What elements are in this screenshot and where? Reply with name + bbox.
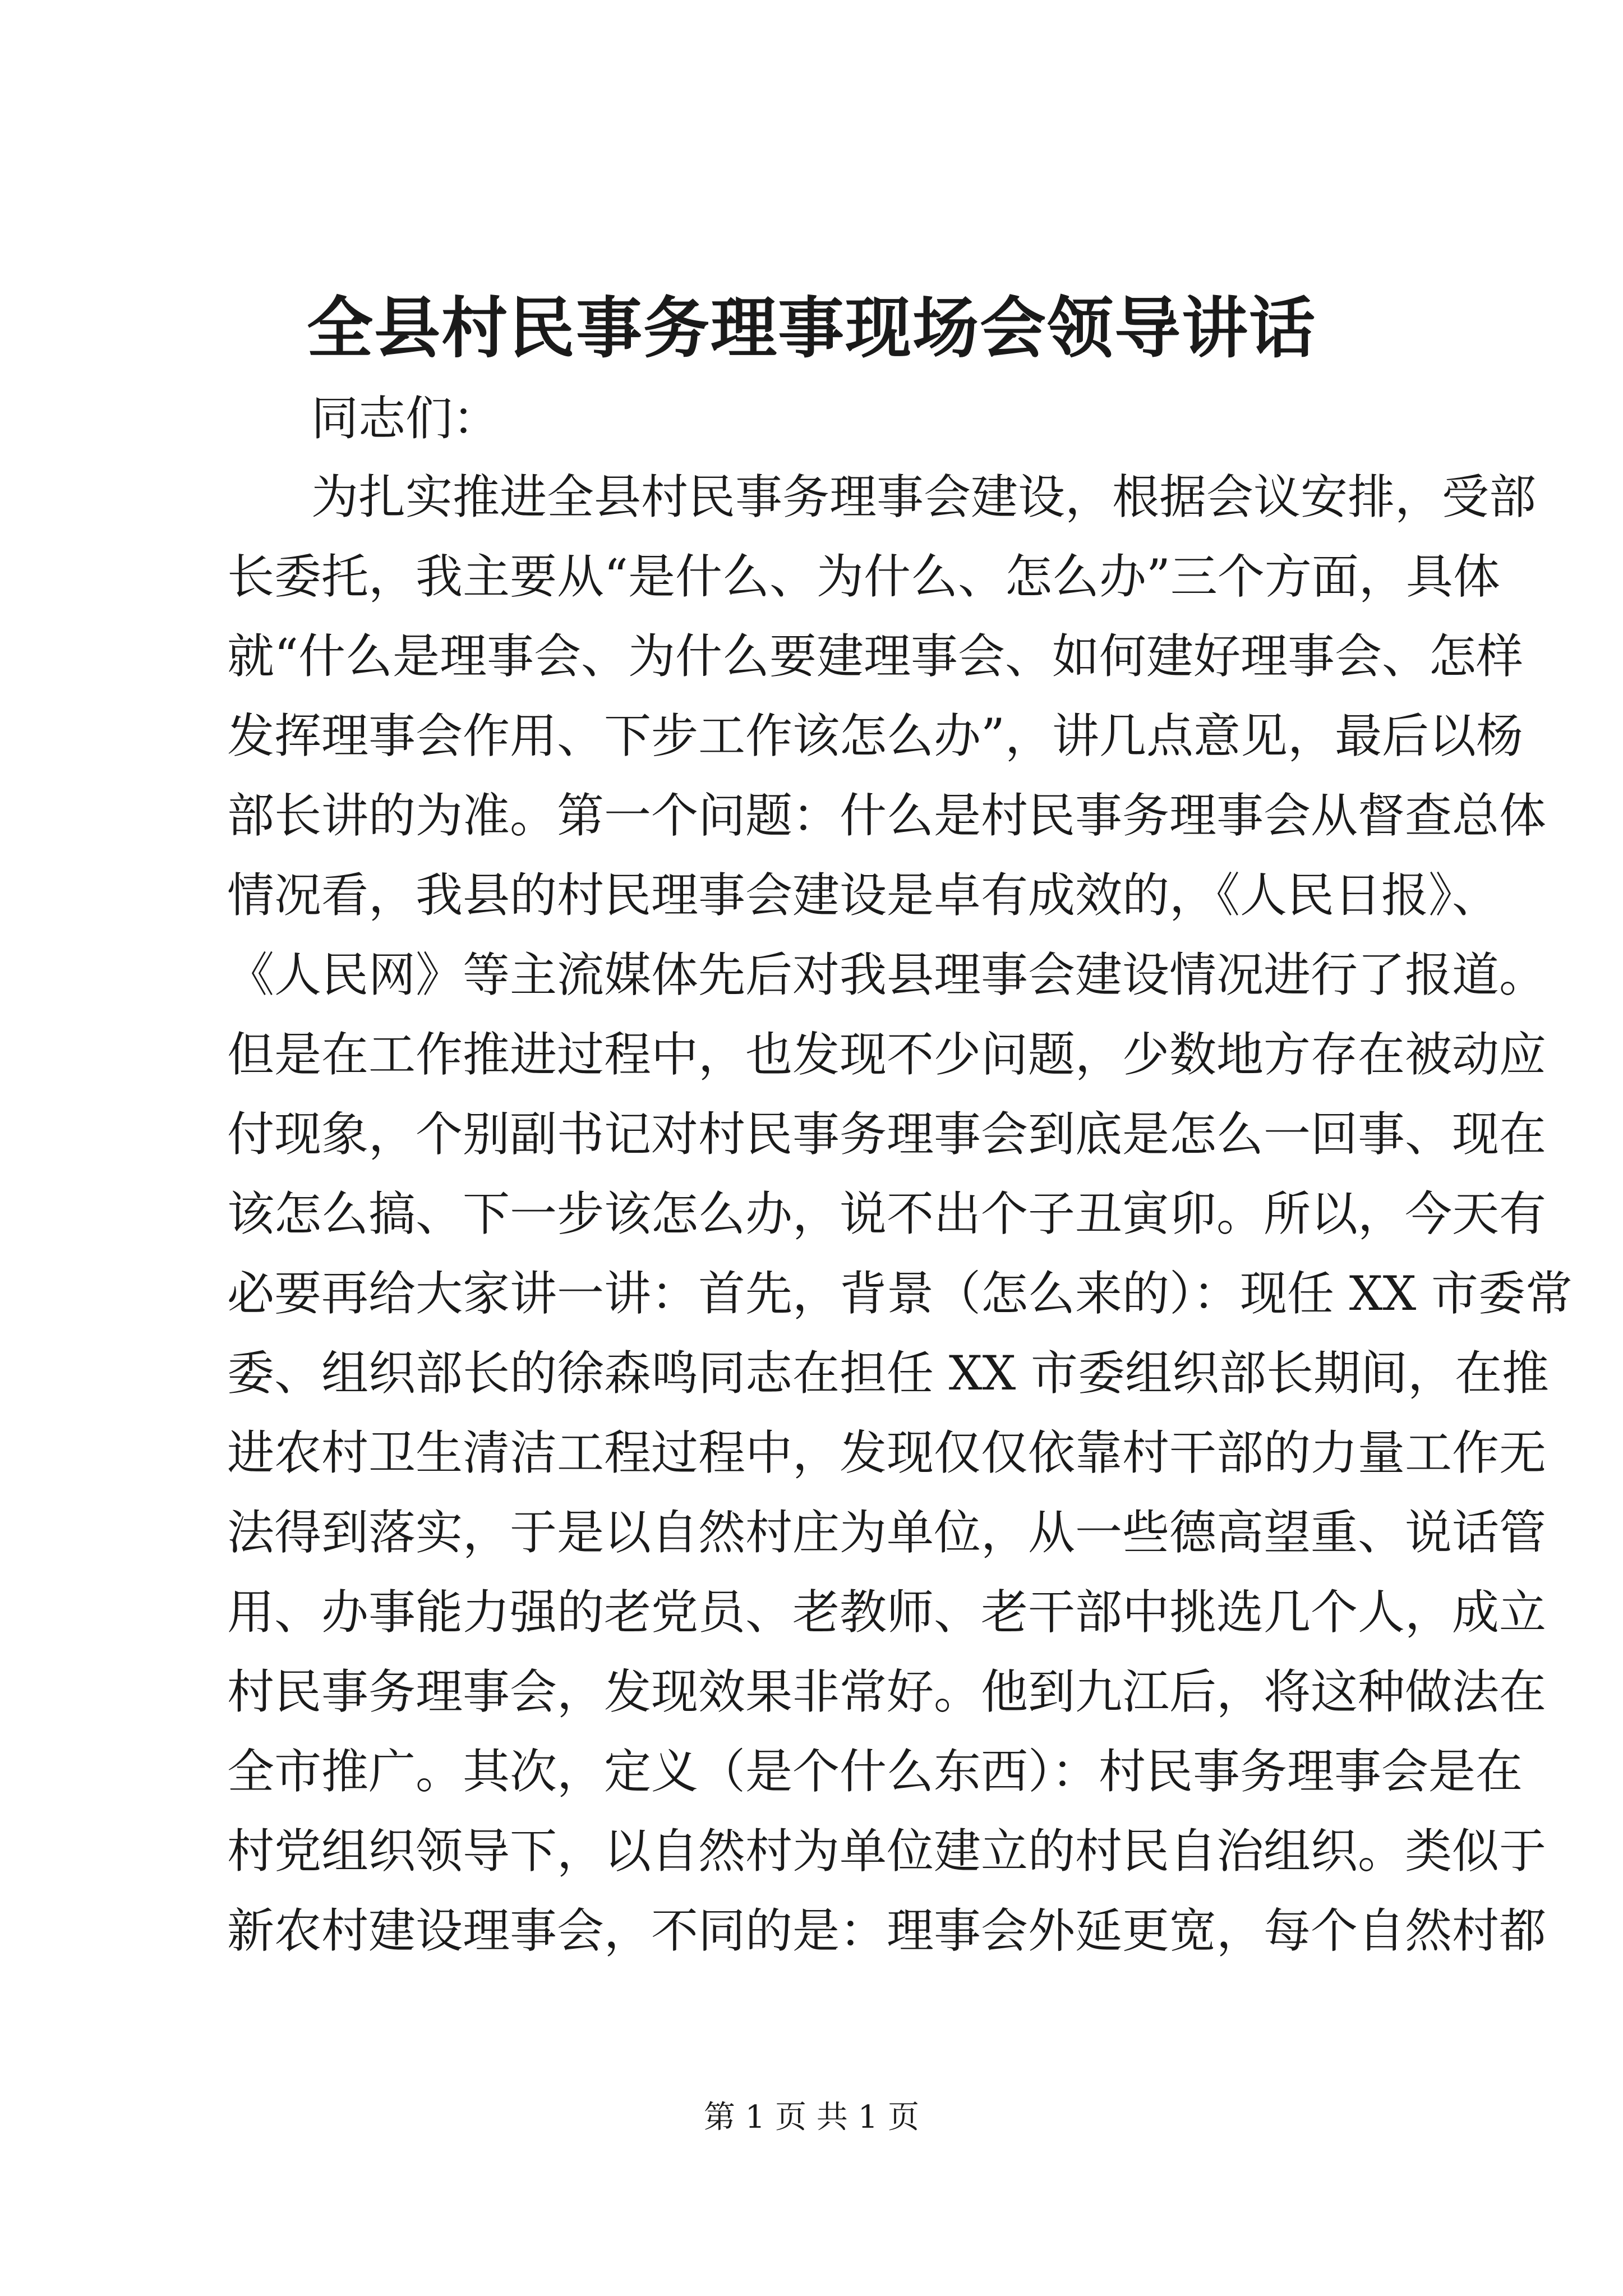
- paragraph-line: 就“什么是理事会、为什么要建理事会、如何建好理事会、怎样: [227, 629, 1523, 684]
- paragraph-line: 进农村卫生清洁工程过程中，发现仅仅依靠村干部的力量工作无: [227, 1425, 1547, 1480]
- paragraph-line: 用、办事能力强的老党员、老教师、老干部中挑选几个人，成立: [227, 1585, 1547, 1640]
- paragraph-line: 部长讲的为准。第一个问题：什么是村民事务理事会从督查总体: [227, 788, 1547, 843]
- paragraph-line: 发挥理事会作用、下步工作该怎么办”，讲几点意见，最后以杨: [227, 708, 1523, 763]
- paragraph-line: 长委托，我主要从“是什么、为什么、怎么办”三个方面，具体: [227, 549, 1500, 604]
- paragraph-line: 法得到落实，于是以自然村庄为单位，从一些德高望重、说话管: [227, 1505, 1547, 1560]
- document-title: 全县村民事务理事现场会领导讲话: [306, 289, 1316, 367]
- paragraph-line: 村党组织领导下，以自然村为单位建立的村民自治组织。类似于: [227, 1824, 1547, 1879]
- paragraph-line: 该怎么搞、下一步该怎么办，说不出个子丑寅卯。所以，今天有: [227, 1186, 1547, 1241]
- paragraph-line: 情况看，我县的村民理事会建设是卓有成效的，《人民日报》、: [227, 868, 1500, 923]
- paragraph-line: 为扎实推进全县村民事务理事会建设，根据会议安排，受部: [311, 470, 1537, 524]
- paragraph-line: 必要再给大家讲一讲：首先，背景（怎么来的）：现任 XX 市委常: [227, 1266, 1573, 1321]
- paragraph-line: 新农村建设理事会，不同的是：理事会外延更宽，每个自然村都: [227, 1903, 1547, 1958]
- page-footer: 第 1 页 共 1 页: [703, 2099, 920, 2136]
- paragraph-line: 委、组织部长的徐森鸣同志在担任 XX 市委组织部长期间，在推: [227, 1346, 1550, 1401]
- paragraph-line: 《人民网》等主流媒体先后对我县理事会建设情况进行了报道。: [227, 947, 1547, 1002]
- paragraph-line: 村民事务理事会，发现效果非常好。他到九江后，将这种做法在: [227, 1664, 1547, 1719]
- paragraph-line: 付现象，个别副书记对村民事务理事会到底是怎么一回事、现在: [227, 1107, 1547, 1162]
- paragraph-line: 全市推广。其次，定义（是个什么东西）：村民事务理事会是在: [227, 1744, 1523, 1799]
- paragraph-line: 但是在工作推进过程中，也发现不少问题，少数地方存在被动应: [227, 1027, 1547, 1082]
- salutation: 同志们：: [311, 391, 500, 446]
